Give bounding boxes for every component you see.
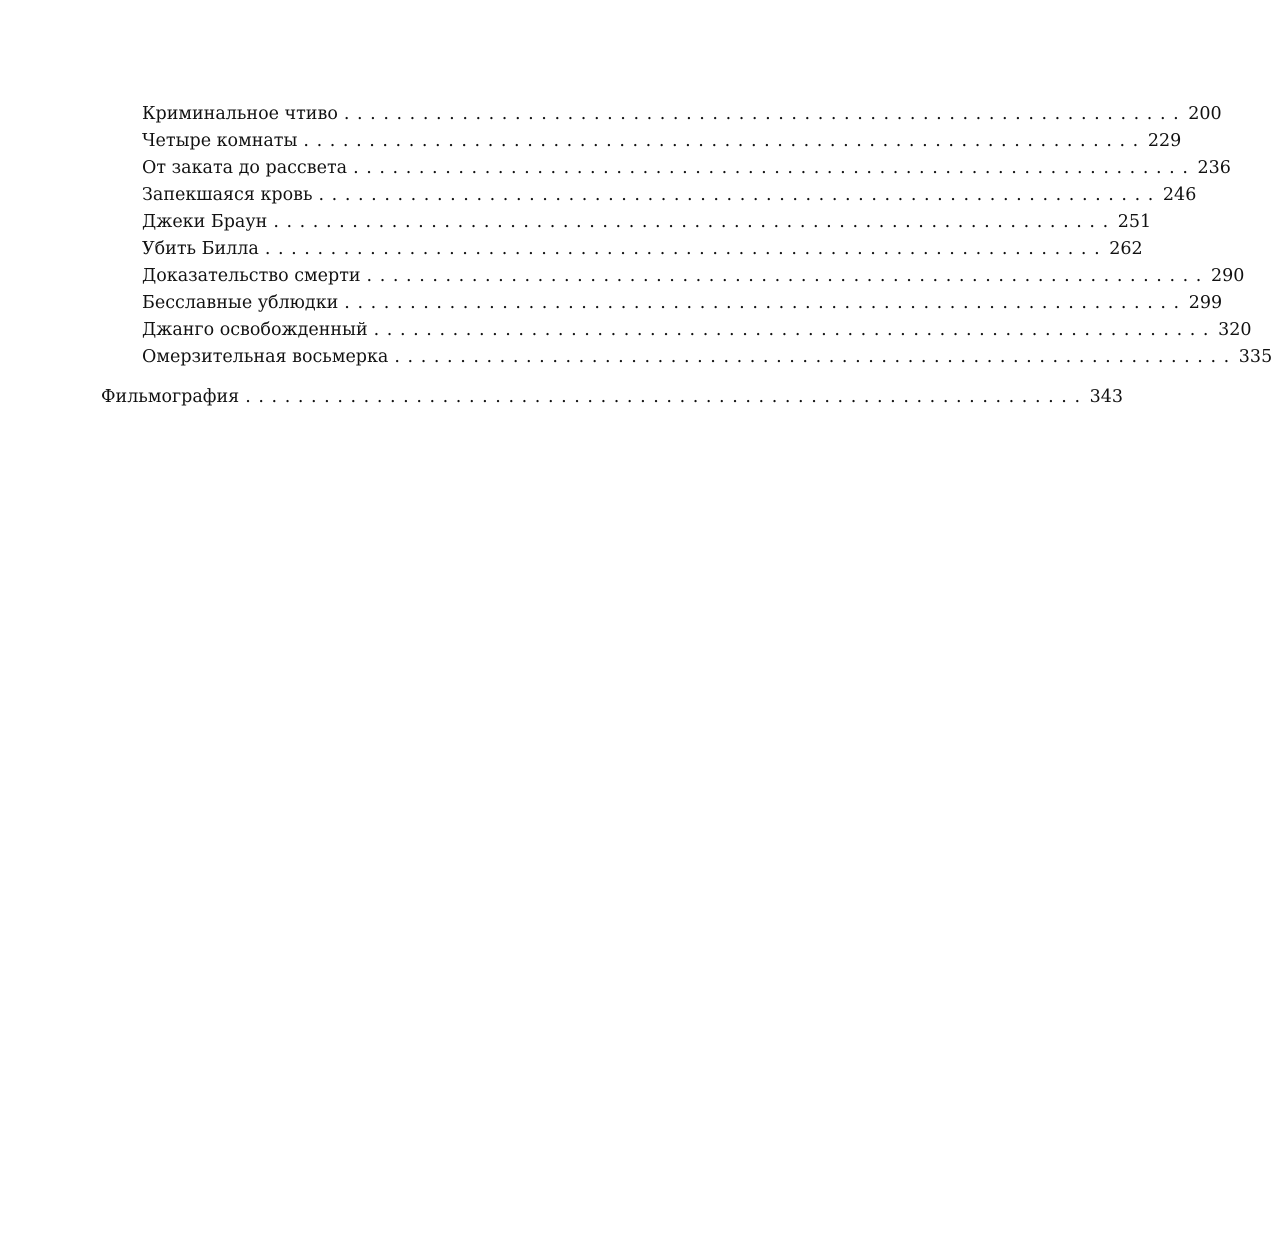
dot-leader: ................................................................ — [394, 347, 1237, 367]
toc-entry-title: От заката до рассвета — [142, 158, 348, 178]
toc-entry[interactable] — [142, 101, 1222, 128]
toc-entry-page: 299 — [1188, 293, 1223, 313]
toc-entry-title: Бесславные ублюдки — [142, 293, 339, 313]
toc-entry-title: Джеки Браун — [142, 212, 268, 232]
dot-leader: ................................................................ — [343, 104, 1187, 124]
toc-entry-page: 320 — [1218, 320, 1252, 340]
toc-entry-page: 251 — [1117, 212, 1152, 232]
toc-entry[interactable] — [101, 384, 1124, 411]
toc-entry[interactable] — [142, 155, 1231, 182]
dot-leader: ................................................................ — [373, 320, 1217, 340]
dot-leader: ................................................................ — [273, 212, 1116, 232]
dot-leader: ................................................................ — [264, 239, 1108, 259]
toc-entry-title: Запекшаяся кровь — [142, 185, 313, 205]
toc-entry-title: Убить Билла — [142, 239, 259, 259]
toc-entry-page: 343 — [1089, 387, 1124, 407]
toc-entry[interactable] — [142, 317, 1252, 344]
dot-leader: ................................................................ — [366, 266, 1209, 286]
dot-leader: ................................................................ — [303, 131, 1146, 151]
dot-leader: ................................................................ — [318, 185, 1161, 205]
toc-entry-page: 262 — [1109, 239, 1143, 259]
toc-entry-page: 200 — [1188, 104, 1222, 124]
toc-entry[interactable] — [142, 290, 1223, 317]
dot-leader: ................................................................ — [353, 158, 1196, 178]
toc-entry-page: 246 — [1162, 185, 1197, 205]
toc-entry[interactable] — [142, 209, 1152, 236]
dot-leader: ................................................................ — [344, 293, 1187, 313]
toc-entry[interactable] — [142, 344, 1272, 371]
toc-entry[interactable] — [142, 263, 1245, 290]
toc-entry-page: 335 — [1238, 347, 1272, 367]
toc-entry-title: Криминальное чтиво — [142, 104, 338, 124]
toc-entry-title: Доказательство смерти — [142, 266, 361, 286]
toc-entry-title: Омерзительная восьмерка — [142, 347, 389, 367]
toc-entry-page: 290 — [1210, 266, 1245, 286]
toc-entry-title: Фильмография — [101, 387, 240, 407]
toc-entry-title: Четыре комнаты — [142, 131, 298, 151]
toc-entry[interactable] — [142, 182, 1197, 209]
toc-entry-title: Джанго освобожденный — [142, 320, 368, 340]
toc-entry-page: 229 — [1147, 131, 1182, 151]
toc-entry[interactable] — [142, 236, 1143, 263]
toc-entry[interactable] — [142, 128, 1182, 155]
dot-leader: ................................................................ — [245, 387, 1088, 407]
toc-entry-page: 236 — [1197, 158, 1231, 178]
